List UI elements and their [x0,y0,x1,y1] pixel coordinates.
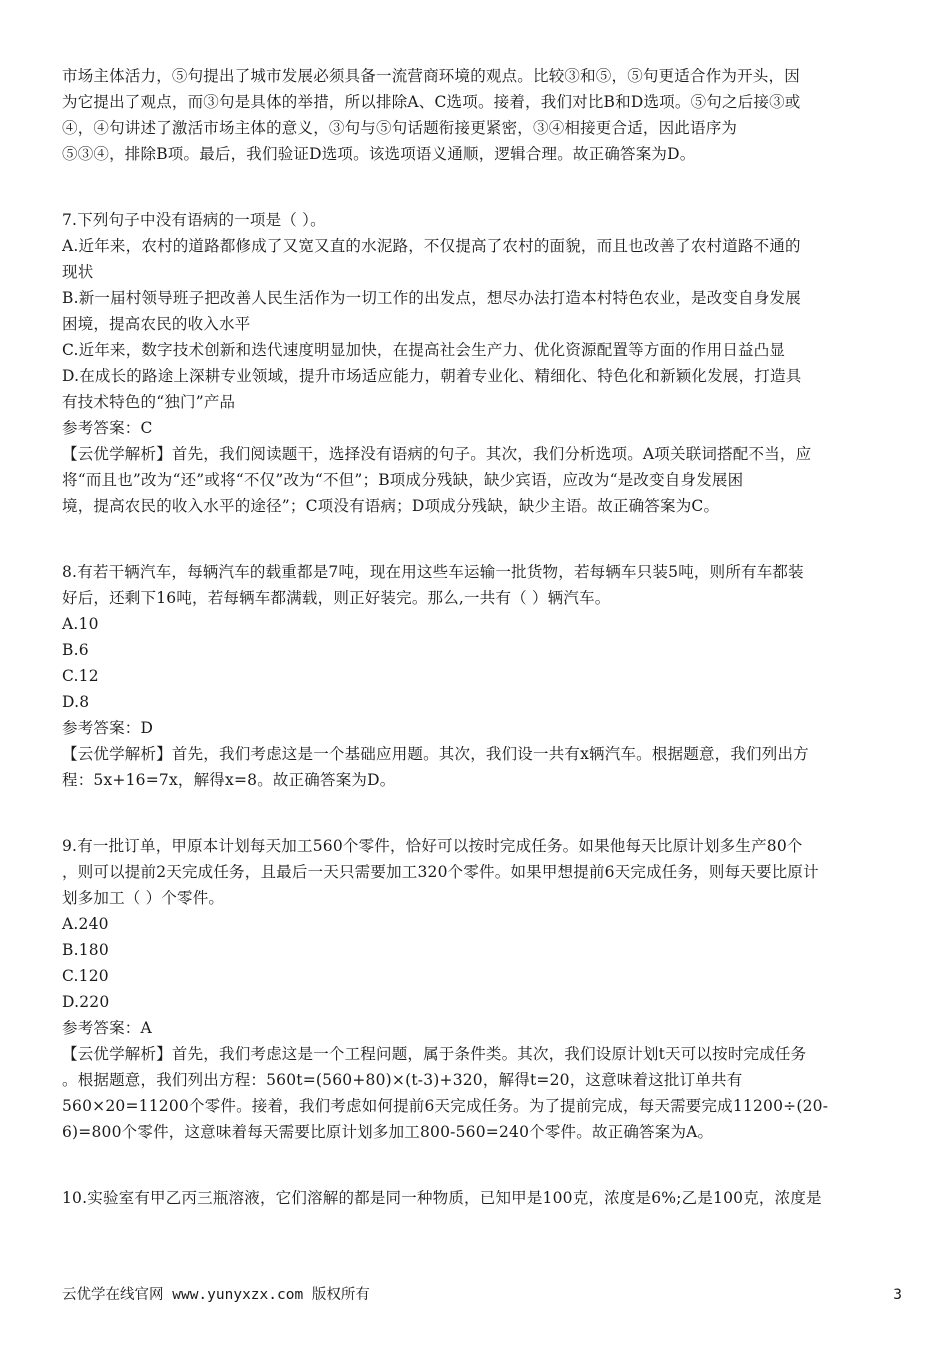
option-c: C.12 [62,667,99,685]
option-d-cont: 有技术特色的“独门”产品 [62,393,236,411]
spacer [62,519,892,559]
question-stem-cont: ，则可以提前2天完成任务，且最后一天只需要加工320个零件。如果甲想提前6天完成任务，则每天要比原计 [62,863,819,881]
analysis-line: 【云优学解析】首先，我们考虑这是一个工程问题，属于条件类。其次，我们设原计划t天可以按时完成任务 [62,1045,807,1063]
question-stem: 7.下列句子中没有语病的一项是（ ）。 [62,211,326,229]
text-line: 为它提出了观点，而③句是具体的举措，所以排除A、C选项。接着，我们对比B和D选项。⑤句之后接③或 [62,93,801,111]
option-a: A.240 [62,915,109,933]
page-footer [62,1284,902,1306]
spacer [62,793,892,833]
analysis-line: 6)=800个零件，这意味着每天需要比原计划多加工800-560=240个零件。故正确答案为A。 [62,1123,714,1141]
option-a: A.10 [62,615,99,633]
question-stem: 9.有一批订单，甲原本计划每天加工560个零件，恰好可以按时完成任务。如果他每天比原计划多生产80个 [62,837,803,855]
analysis-line: 境，提高农民的收入水平的途径”；C项没有语病；D项成分残缺，缺少主语。故正确答案为C。 [62,497,720,515]
question-7 [62,207,892,519]
page-number: 3 [893,1287,902,1303]
reference-answer: 参考答案：D [62,719,154,737]
analysis-line: 【云优学解析】首先，我们阅读题干，选择没有语病的句子。其次，我们分析选项。A项关联词搭配不当，应 [62,445,812,463]
spacer [62,167,892,207]
document-body [62,63,892,1211]
intro-paragraph [62,63,892,167]
question-9 [62,833,892,1145]
option-b: B.新一届村领导班子把改善人民生活作为一切工作的出发点，想尽办法打造本村特色农业，是改变自身发展 [62,289,801,307]
option-c: C.近年来，数字技术创新和迭代速度明显加快，在提高社会生产力、优化资源配置等方面的作用日益凸显 [62,341,786,359]
reference-answer: 参考答案：C [62,419,153,437]
question-stem: 8.有若干辆汽车，每辆汽车的载重都是7吨，现在用这些车运输一批货物，若每辆车只装5吨，则所有车都装 [62,563,804,581]
option-a-cont: 现状 [62,263,94,281]
option-b: B.6 [62,641,89,659]
reference-answer: 参考答案：A [62,1019,152,1037]
spacer [62,1145,892,1185]
analysis-line: 【云优学解析】首先，我们考虑这是一个基础应用题。其次，我们设一共有x辆汽车。根据题意，我们列出方 [62,745,809,763]
question-10 [62,1185,892,1211]
option-b-cont: 困境，提高农民的收入水平 [62,315,251,333]
option-d: D.220 [62,993,110,1011]
question-stem-cont: 划多加工（ ）个零件。 [62,889,225,907]
option-a: A.近年来，农村的道路都修成了又宽又直的水泥路，不仅提高了农村的面貌，而且也改善了农村道路不通的 [62,237,801,255]
option-d: D.8 [62,693,90,711]
analysis-line: 560×20=11200个零件。接着，我们考虑如何提前6天完成任务。为了提前完成，每天需要完成11200÷(20- [62,1097,829,1115]
option-c: C.120 [62,967,109,985]
option-b: B.180 [62,941,109,959]
text-line: 市场主体活力，⑤句提出了城市发展必须具备一流营商环境的观点。比较③和⑤，⑤句更适合作为开头，因 [62,67,800,85]
question-8 [62,559,892,793]
analysis-line: 将“而且也”改为“还”或将“不仅”改为“不但”；B项成分残缺，缺少宾语，应改为“是改变自身发展困 [62,471,744,489]
text-line: ⑤③④，排除B项。最后，我们验证D选项。该选项语义通顺，逻辑合理。故正确答案为D。 [62,145,696,163]
question-stem: 10.实验室有甲乙丙三瓶溶液，它们溶解的都是同一种物质，已知甲是100克，浓度是6%;乙是100克，浓度是 [62,1189,822,1207]
analysis-line: 。根据题意，我们列出方程：560t=(560+80)×(t-3)+320，解得t=20，这意味着这批订单共有 [62,1071,743,1089]
option-d: D.在成长的路途上深耕专业领域，提升市场适应能力，朝着专业化、精细化、特色化和新颖化发展，打造具 [62,367,802,385]
text-line: ④，④句讲述了激活市场主体的意义，③句与⑤句话题衔接更紧密，③④相接更合适，因此语序为 [62,119,738,137]
analysis-line: 程：5x+16=7x，解得x=8。故正确答案为D。 [62,771,396,789]
question-stem-cont: 好后，还剩下16吨，若每辆车都满载，则正好装完。那么,一共有（ ）辆汽车。 [62,589,611,607]
footer-copyright: 云优学在线官网 www.yunyxzx.com 版权所有 [62,1287,370,1303]
